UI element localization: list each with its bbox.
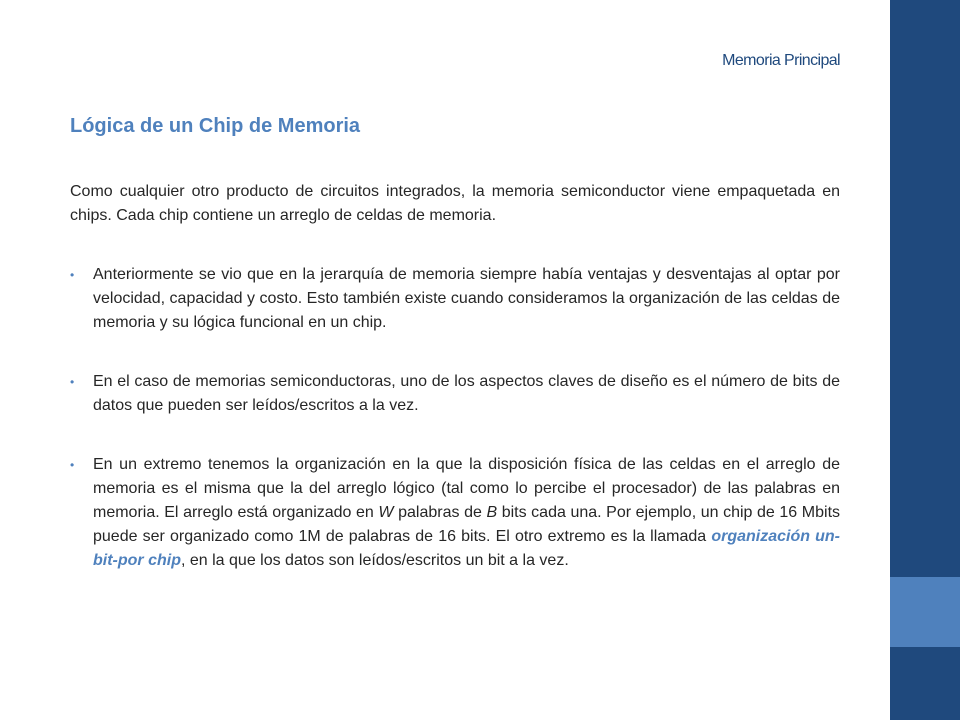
variable-b: B xyxy=(486,504,498,521)
list-item xyxy=(70,370,840,418)
bullet-text: En el caso de memorias semiconductoras, uno de los aspectos claves de diseño es el número de bits de datos que pueden ser leídos/escritos a la vez. xyxy=(93,373,840,414)
list-item xyxy=(70,453,840,573)
intro-paragraph: Como cualquier otro producto de circuitos integrados, la memoria semiconductor viene empaquetada en chips. Cada chip contiene un arreglo de celdas de memoria. xyxy=(70,183,840,224)
sidebar-band-top xyxy=(890,0,960,577)
bullet-text-part: , en la que los datos son leídos/escritos un bit a la vez. xyxy=(180,552,569,569)
sidebar-band-bottom xyxy=(890,647,960,720)
list-item xyxy=(70,263,840,335)
sidebar-band-accent xyxy=(890,577,960,647)
bullet-icon: • xyxy=(70,375,75,389)
sidebar-decoration xyxy=(890,0,960,720)
bullet-list xyxy=(70,263,840,573)
bullet-text-part: palabras de xyxy=(393,504,487,521)
highlighted-term: organización un-bit-por chip xyxy=(93,528,841,569)
variable-w: W xyxy=(378,504,394,521)
bullet-icon: • xyxy=(70,268,75,282)
bullet-text xyxy=(93,456,840,569)
slide-title: Lógica de un Chip de Memoria xyxy=(70,115,361,137)
bullet-text-part: bits cada una. Por ejemplo, un chip de 16 Mbits puede ser organizado como 1M de palabras de 16 bits. El otro extremo es la llamada xyxy=(93,504,841,545)
slide-body xyxy=(70,180,840,608)
bullet-icon: • xyxy=(70,458,75,472)
bullet-text-part: En un extremo tenemos la organización en la que la disposición física de las celdas en el arreglo de memoria es el misma que la del arreglo lógico (tal como lo percibe el procesador) de las palabras en memoria. El arreglo está organizado en xyxy=(93,456,840,521)
section-header: Memoria Principal xyxy=(722,52,840,69)
bullet-text: Anteriormente se vio que en la jerarquía de memoria siempre había ventajas y desventajas al optar por velocidad, capacidad y costo. Esto también existe cuando consideramos la organización de las celdas de memoria y su lógica funcional en un chip. xyxy=(93,266,840,331)
